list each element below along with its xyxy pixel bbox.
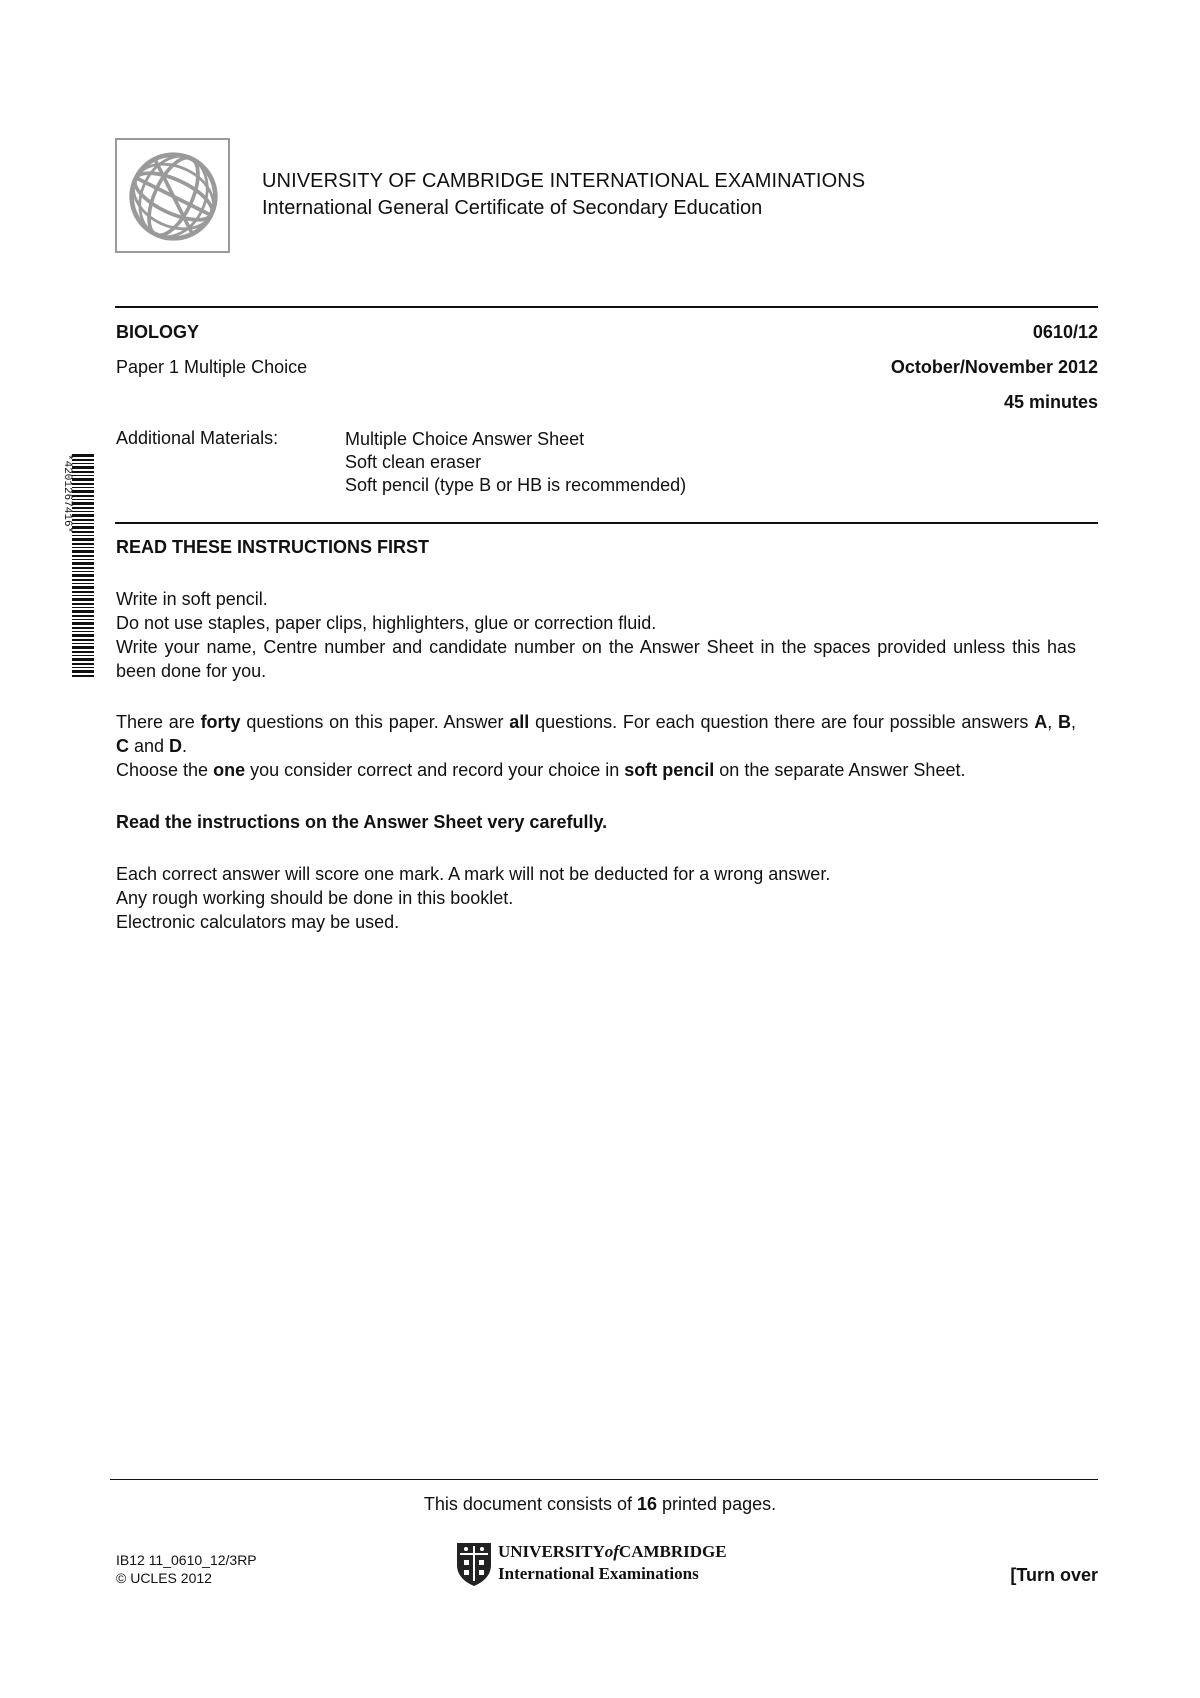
barcode-bar [72, 463, 94, 464]
barcode-bar [72, 619, 94, 620]
barcode-bar [72, 475, 94, 476]
instructions-paragraph-1 [116, 587, 1076, 683]
exam-duration: 45 minutes [1003, 392, 1098, 412]
barcode-bar [72, 490, 94, 493]
barcode-bar [72, 603, 94, 605]
barcode-bar [72, 655, 94, 656]
barcode-bar [72, 574, 94, 577]
answer-sheet-warning: Read the instructions on the Answer Sheet very carefully. [116, 812, 608, 832]
barcode-bar [72, 651, 94, 653]
instruction-line: There are forty questions on this paper. Answer all questions. For each question there are four possible answers A, B, C and D. [116, 712, 1076, 756]
barcode-bar [72, 459, 94, 461]
exam-session: October/November 2012 [890, 357, 1098, 377]
copyright: © UCLES 2012 [116, 1570, 212, 1586]
barcode-bar [72, 499, 94, 500]
barcode-bar [72, 559, 94, 560]
instruction-line: Do not use staples, paper clips, highlighters, glue or correction fluid. [116, 613, 657, 633]
board-title: UNIVERSITY OF CAMBRIDGE INTERNATIONAL EXAMINATIONS [262, 170, 866, 192]
barcode-bar [72, 675, 94, 677]
barcode-bar [72, 595, 94, 596]
cambridge-wordmark [498, 1541, 727, 1585]
barcode-bar [72, 487, 94, 488]
instruction-line: Choose the one you consider correct and record your choice in soft pencil on the separate Answer Sheet. [116, 760, 966, 780]
material-item: Soft pencil (type B or HB is recommended) [345, 475, 687, 495]
barcode-bar [72, 478, 94, 481]
wordmark-line-2: International Examinations [498, 1564, 699, 1583]
barcode-bar [72, 670, 94, 673]
barcode-bar [72, 667, 94, 668]
barcode-bar [72, 658, 94, 661]
materials-list [345, 428, 686, 497]
globe-logo [115, 138, 230, 253]
qualification-title: International General Certificate of Secondary Education [262, 197, 763, 219]
barcode-bar [72, 643, 94, 644]
barcode-bar [72, 507, 94, 509]
barcode-bar [72, 547, 94, 548]
document-reference [116, 1551, 257, 1587]
materials-label: Additional Materials: [116, 428, 279, 448]
barcode-bar [72, 471, 94, 473]
page-count-note: This document consists of 16 printed pages. [423, 1494, 777, 1514]
barcode-bar [72, 535, 94, 536]
instructions-paragraph-4 [116, 862, 1076, 934]
barcode-bar [72, 502, 94, 505]
barcode-bar [72, 531, 94, 533]
barcode-bar [72, 519, 94, 521]
barcode-bar [72, 663, 94, 665]
wordmark-line-1: UNIVERSITYofCAMBRIDGE [498, 1542, 727, 1561]
barcode-bar [72, 586, 94, 589]
barcode-bar [72, 591, 94, 593]
instruction-line: Write your name, Centre number and candidate number on the Answer Sheet in the spaces provided unless this has been done for you. [116, 637, 1076, 681]
barcode-bar [72, 571, 94, 572]
barcode-bar [72, 639, 94, 641]
instructions-paragraph-2 [116, 710, 1076, 782]
subject-name: BIOLOGY [116, 322, 200, 342]
instruction-line: Any rough working should be done in this booklet. [116, 888, 514, 908]
barcode-bar [72, 538, 94, 541]
instruction-line: Each correct answer will score one mark. A mark will not be deducted for a wrong answer. [116, 864, 831, 884]
barcode-bar [72, 610, 94, 613]
barcode [58, 452, 94, 682]
barcode-bar [72, 550, 94, 553]
barcode-bar [72, 631, 94, 632]
barcode-bar [72, 495, 94, 497]
barcode-bar [72, 583, 94, 584]
barcode-bar [72, 523, 94, 524]
barcode-text: *4201267416* [61, 454, 73, 534]
instruction-line: Electronic calculators may be used. [116, 912, 400, 932]
barcode-bar [72, 607, 94, 608]
paper-name: Paper 1 Multiple Choice [116, 357, 308, 377]
material-item: Soft clean eraser [345, 452, 482, 472]
barcode-bar [72, 622, 94, 625]
barcode-bar [72, 526, 94, 529]
reference-code: IB12 11_0610_12/3RP [116, 1552, 257, 1568]
barcode-bar [72, 454, 94, 457]
barcode-bar [72, 511, 94, 512]
barcode-bar [72, 514, 94, 517]
turn-over-note: [Turn over [1010, 1565, 1098, 1585]
barcode-bar [72, 543, 94, 545]
barcode-bar [72, 646, 94, 649]
barcode-bar [72, 483, 94, 485]
barcode-bar [72, 466, 94, 469]
mid-divider [115, 522, 1098, 524]
instructions-heading: READ THESE INSTRUCTIONS FIRST [116, 537, 430, 557]
barcode-bar [72, 555, 94, 557]
barcode-bar [72, 615, 94, 617]
instruction-line: Write in soft pencil. [116, 589, 268, 609]
barcode-bar [72, 598, 94, 601]
barcode-bar [72, 579, 94, 581]
barcode-bar [72, 627, 94, 629]
barcode-bar [72, 567, 94, 569]
barcode-bar [72, 634, 94, 637]
syllabus-code: 0610/12 [1032, 322, 1098, 342]
material-item: Multiple Choice Answer Sheet [345, 429, 585, 449]
top-divider [115, 306, 1098, 308]
cambridge-shield-icon [455, 1541, 493, 1587]
footer-divider [110, 1479, 1098, 1480]
barcode-bar [72, 562, 94, 565]
globe-icon [127, 150, 220, 243]
